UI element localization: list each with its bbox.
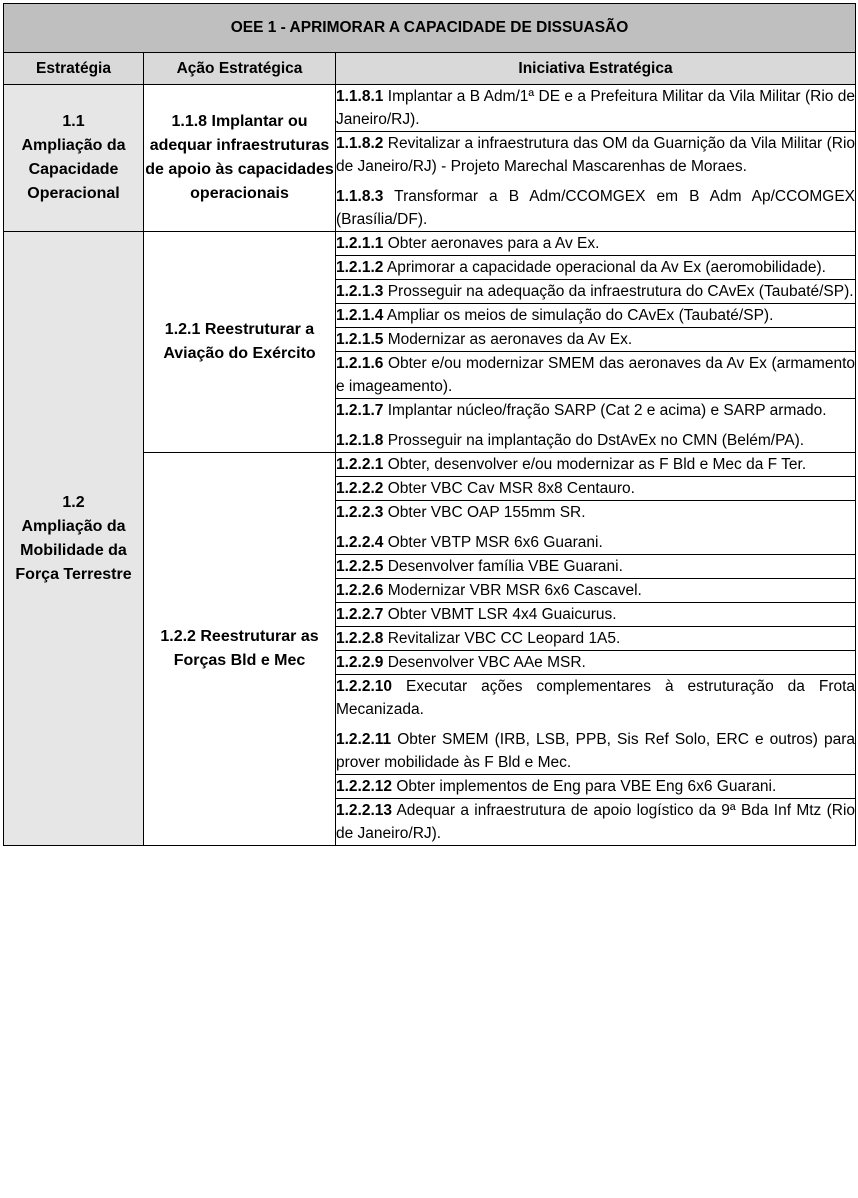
initiative-cell [336, 555, 856, 579]
initiative-code: 1.2.2.11 [336, 731, 392, 748]
column-header-acao: Ação Estratégica [144, 53, 336, 85]
initiative-cell [336, 328, 856, 352]
initiative-cell [336, 453, 856, 477]
initiative-code: 1.2.1.6 [336, 355, 384, 372]
initiative-cell [336, 85, 856, 132]
strategy-cell [4, 85, 144, 232]
initiative-item [336, 429, 855, 452]
table-row [4, 85, 856, 132]
initiative-text: Implantar a B Adm/1ª DE e a Prefeitura Militar da Vila Militar (Rio de Janeiro/RJ). [336, 88, 855, 128]
initiative-text: Prosseguir na adequação da infraestrutura do CAvEx (Taubaté/SP). [387, 283, 854, 300]
initiative-code: 1.2.2.6 [336, 582, 384, 599]
action-cell: 1.1.8 Implantar ou adequar infraestruturas de apoio às capacidades operacionais [144, 85, 336, 232]
initiative-item [336, 328, 855, 351]
initiative-text: Adequar a infraestrutura de apoio logístico da 9ª Bda Inf Mtz (Rio de Janeiro/RJ). [336, 802, 856, 842]
initiative-text: Obter SMEM (IRB, LSB, PPB, Sis Ref Solo, ERC e outros) para prover mobilidade às F Bld e Mec. [336, 731, 855, 771]
initiative-code: 1.1.8.3 [336, 188, 384, 205]
initiative-text: Obter implementos de Eng para VBE Eng 6x6 Guarani. [396, 778, 777, 795]
initiative-cell [336, 256, 856, 280]
initiative-text: Modernizar as aeronaves da Av Ex. [387, 331, 633, 348]
initiative-text: Modernizar VBR MSR 6x6 Cascavel. [387, 582, 642, 599]
initiative-code: 1.2.2.1 [336, 456, 384, 473]
initiative-cell [336, 232, 856, 256]
initiative-text: Executar ações complementares à estruturação da Frota Mecanizada. [336, 678, 856, 718]
initiative-cell [336, 675, 856, 775]
initiative-code: 1.1.8.1 [336, 88, 384, 105]
initiative-code: 1.2.1.8 [336, 432, 384, 449]
initiative-cell [336, 603, 856, 627]
initiative-text: Transformar a B Adm/CCOMGEX em B Adm Ap/CCOMGEX (Brasília/DF). [336, 188, 856, 228]
initiative-item [336, 85, 855, 131]
strategy-code: 1.2 [62, 493, 85, 511]
initiative-item [336, 775, 855, 798]
initiative-item [336, 531, 855, 554]
initiative-text: Obter aeronaves para a Av Ex. [387, 235, 600, 252]
initiative-cell [336, 651, 856, 675]
initiative-item [336, 399, 855, 422]
initiative-code: 1.2.2.8 [336, 630, 384, 647]
initiative-text: Obter, desenvolver e/ou modernizar as F Bld e Mec da F Ter. [387, 456, 807, 473]
initiative-text: Implantar núcleo/fração SARP (Cat 2 e acima) e SARP armado. [387, 402, 827, 419]
initiative-item [336, 185, 855, 231]
initiative-item [336, 675, 855, 721]
initiative-cell [336, 132, 856, 232]
initiative-text: Obter e/ou modernizar SMEM das aeronaves da Av Ex (armamento e imageamento). [336, 355, 856, 395]
initiative-cell [336, 799, 856, 846]
initiative-code: 1.2.2.4 [336, 534, 384, 551]
initiative-item [336, 304, 855, 327]
initiative-code: 1.1.8.2 [336, 135, 384, 152]
initiative-text: Obter VBMT LSR 4x4 Guaicurus. [387, 606, 617, 623]
initiative-text: Revitalizar a infraestrutura das OM da Guarnição da Vila Militar (Rio de Janeiro/RJ) - Projeto Marechal Mascarenhas de Moraes. [336, 135, 856, 175]
initiative-item [336, 501, 855, 524]
initiative-item [336, 280, 855, 303]
initiative-item [336, 132, 855, 178]
table-body [4, 85, 856, 846]
initiative-item [336, 651, 855, 674]
initiative-code: 1.2.2.9 [336, 654, 384, 671]
initiative-text: Aprimorar a capacidade operacional da Av Ex (aeromobilidade). [386, 259, 826, 276]
initiative-cell [336, 501, 856, 555]
initiative-text: Obter VBC Cav MSR 8x8 Centauro. [387, 480, 635, 497]
initiative-text: Desenvolver VBC AAe MSR. [387, 654, 586, 671]
initiative-text: Obter VBTP MSR 6x6 Guarani. [387, 534, 603, 551]
oee-table [3, 3, 856, 846]
action-cell: 1.2.2 Reestruturar as Forças Bld e Mec [144, 453, 336, 846]
initiative-code: 1.2.2.10 [336, 678, 393, 695]
initiative-cell [336, 477, 856, 501]
initiative-cell [336, 627, 856, 651]
initiative-code: 1.2.1.5 [336, 331, 384, 348]
column-header-estrategia: Estratégia [4, 53, 144, 85]
action-cell: 1.2.1 Reestruturar a Aviação do Exército [144, 232, 336, 453]
initiative-item [336, 627, 855, 650]
initiative-code: 1.2.2.5 [336, 558, 384, 575]
initiative-cell [336, 579, 856, 603]
initiative-item [336, 579, 855, 602]
strategy-code: 1.1 [62, 113, 85, 130]
initiative-item [336, 453, 855, 476]
column-header-iniciativa: Iniciativa Estratégica [336, 53, 856, 85]
initiative-code: 1.2.2.2 [336, 480, 384, 497]
strategy-label: Ampliação da Mobilidade da Força Terrestre [15, 517, 132, 583]
initiative-code: 1.2.2.3 [336, 504, 384, 521]
initiative-code: 1.2.1.7 [336, 402, 384, 419]
initiative-text: Ampliar os meios de simulação do CAvEx (Taubaté/SP). [386, 307, 774, 324]
initiative-item [336, 799, 855, 845]
initiative-text: Prosseguir na implantação do DstAvEx no CMN (Belém/PA). [387, 432, 805, 449]
strategy-cell [4, 232, 144, 846]
initiative-text: Revitalizar VBC CC Leopard 1A5. [387, 630, 621, 647]
initiative-item [336, 256, 855, 279]
initiative-cell [336, 775, 856, 799]
initiative-code: 1.2.2.7 [336, 606, 384, 623]
initiative-item [336, 603, 855, 626]
initiative-item [336, 477, 855, 500]
initiative-text: Desenvolver família VBE Guarani. [387, 558, 623, 575]
initiative-code: 1.2.1.1 [336, 235, 384, 252]
initiative-cell [336, 352, 856, 399]
initiative-code: 1.2.2.12 [336, 778, 393, 795]
initiative-item [336, 555, 855, 578]
initiative-text: Obter VBC OAP 155mm SR. [387, 504, 586, 521]
initiative-code: 1.2.1.4 [336, 307, 384, 324]
initiative-item [336, 352, 855, 398]
strategy-label: Ampliação da Capacidade Operacional [21, 137, 126, 202]
initiative-cell [336, 304, 856, 328]
initiative-item [336, 728, 855, 774]
initiative-item [336, 232, 855, 255]
initiative-cell [336, 280, 856, 304]
table-title: OEE 1 - APRIMORAR A CAPACIDADE DE DISSUASÃO [4, 4, 856, 53]
initiative-cell [336, 399, 856, 453]
initiative-code: 1.2.2.13 [336, 802, 393, 819]
initiative-code: 1.2.1.3 [336, 283, 384, 300]
table-row [4, 232, 856, 256]
initiative-code: 1.2.1.2 [336, 259, 384, 276]
